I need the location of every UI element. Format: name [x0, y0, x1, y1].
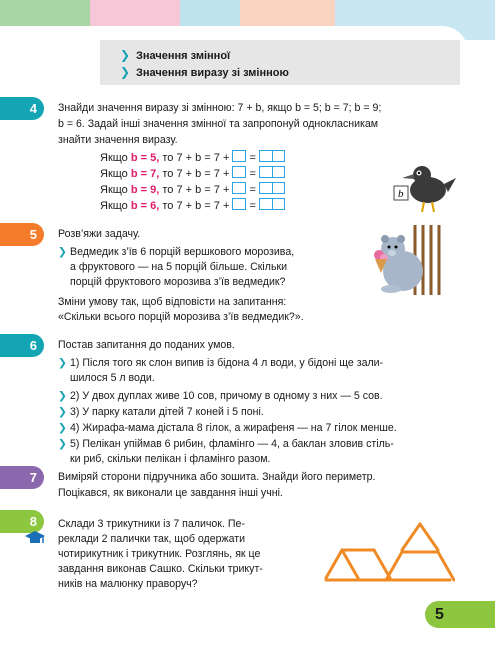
task8-line-1: Склади 3 трикутники із 7 паличок. Пе- [58, 518, 245, 530]
task4-line-2: b = 6. Задай інші значення змінної та запропонуй однокласникам [58, 118, 379, 130]
answer-box[interactable] [232, 166, 246, 178]
answer-box[interactable] [259, 198, 285, 210]
task5-change-line-2: «Скільки всього порцій морозива з’їв ведмедик?». [58, 311, 304, 323]
task5-problem-line-2: а фруктового — на 5 порцій більше. Скільки [70, 261, 288, 273]
task6-intro: Постав запитання до поданих умов. [58, 339, 235, 351]
chevron-right-icon: ❯ [58, 357, 67, 369]
task-number-6: 6 [0, 334, 44, 357]
task7-line-2: Поцікався, як виконали це завдання інші учні. [58, 487, 283, 499]
task6-item-1: ❯ 1) Після того як слон випив із бідона 4 л води, у бідоні ще зали- [58, 357, 384, 369]
task4-text [58, 100, 458, 148]
equation-row: Якщо b = 6, то 7 + b = 7 + = [100, 198, 285, 214]
task4-line-3: знайти значення виразу. [58, 134, 178, 146]
equation-row: Якщо b = 9, то 7 + b = 7 + = [100, 182, 285, 198]
crow-illustration [388, 158, 458, 216]
task5-problem-line-3: порцій фруктового морозива з’їв ведмедик? [70, 276, 286, 288]
chevron-right-icon: ❯ [58, 390, 67, 402]
task8-line-2: реклади 2 палички так, щоб одержати [58, 533, 246, 545]
task5-problem-line-1: ❯ Ведмедик з’їв 6 порцій вершкового морозива, [58, 246, 295, 258]
topic-line-1: ❯ Значення змінної [120, 48, 231, 62]
task6-item-1-cont: шилося 5 л води. [70, 372, 155, 384]
task6-item-2: ❯ 2) У двох дуплах живе 10 сов, причому в одному з них — 5 сов. [58, 390, 383, 402]
task8-line-3: чотирикутник і трикутник. Розглянь, як це [58, 548, 261, 560]
crow-card-letter: b [398, 188, 404, 200]
topic-line-2: ❯ Значення виразу зі змінною [120, 65, 289, 79]
answer-box[interactable] [232, 150, 246, 162]
task8-line-4: завдання виконав Сашко. Скільки трикут- [58, 563, 263, 575]
graduation-cap-icon [24, 530, 46, 546]
task-number-4: 4 [0, 97, 44, 120]
page-number: 5 [425, 601, 495, 628]
answer-box[interactable] [232, 198, 246, 210]
chevron-right-icon: ❯ [58, 438, 67, 450]
task6-item-4: ❯ 4) Жирафа-мама дістала 8 гілок, а жирафеня — на 7 гілок менше. [58, 422, 397, 434]
chevron-right-icon: ❯ [58, 246, 67, 258]
task-number-8: 8 [0, 510, 44, 533]
task6-item-5: ❯ 5) Пелікан упіймав 6 рибин, фламінго — 4, а баклан зловив стіль- [58, 438, 394, 450]
task6-item-5-cont: ки риб, скільки пелікан і фламінго разом. [70, 453, 271, 465]
answer-box[interactable] [259, 150, 285, 162]
equation-row: Якщо b = 5, то 7 + b = 7 + = [100, 150, 285, 166]
task7-line-1: Виміряй сторони підручника або зошита. Знайди його периметр. [58, 471, 376, 483]
task4-line-1: Знайди значення виразу зі змінною: 7 + b, якщо b = 5; b = 7; b = 9; [58, 102, 382, 114]
bear-illustration [365, 225, 445, 295]
task6-item-3: ❯ 3) У парку катали дітей 7 коней і 5 поні. [58, 406, 264, 418]
answer-box[interactable] [259, 166, 285, 178]
task8-line-5: ників на малюнку праворуч? [58, 578, 198, 590]
chevron-right-icon: ❯ [120, 65, 131, 79]
chevron-right-icon: ❯ [58, 406, 67, 418]
chevron-right-icon: ❯ [120, 48, 131, 62]
task-number-5: 5 [0, 223, 44, 246]
task5-intro: Розв’яжи задачу. [58, 228, 141, 240]
task-number-7: 7 [0, 466, 44, 489]
answer-box[interactable] [232, 182, 246, 194]
task5-change-line-1: Зміни умову так, щоб відповісти на запитання: [58, 296, 287, 308]
answer-box[interactable] [259, 182, 285, 194]
chevron-right-icon: ❯ [58, 422, 67, 434]
matchstick-triangles-figure [320, 520, 455, 590]
equation-row: Якщо b = 7, то 7 + b = 7 + = [100, 166, 285, 182]
